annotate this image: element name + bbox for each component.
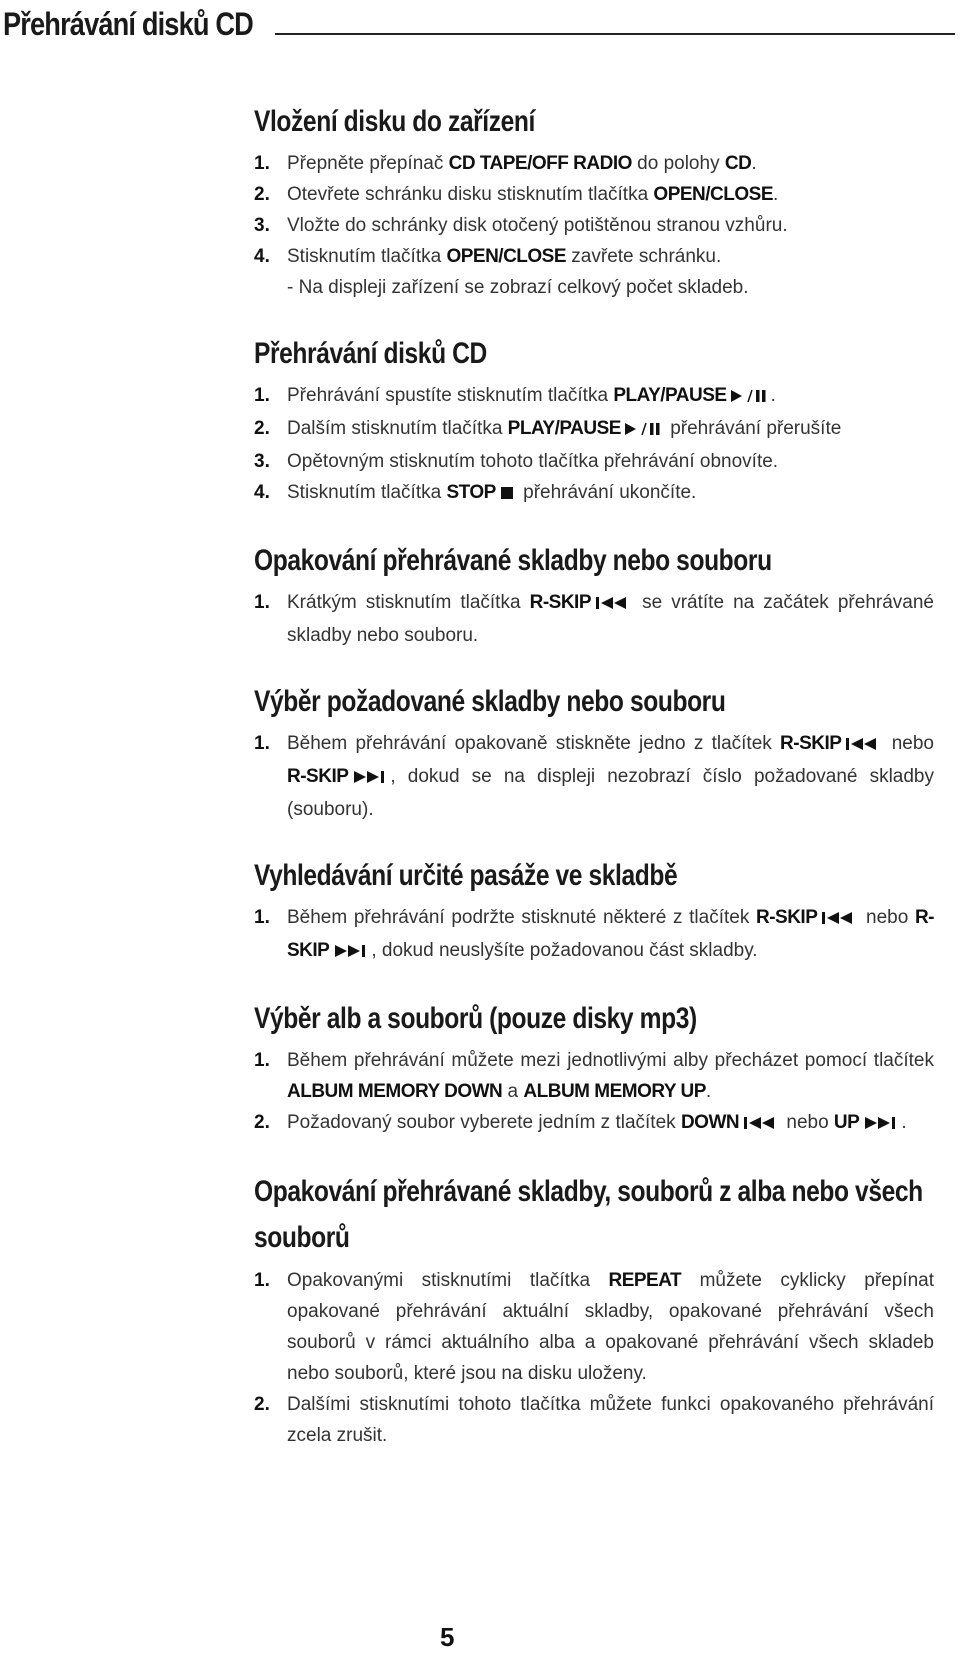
section-playback [254, 332, 934, 510]
step-text: nebo [883, 733, 934, 754]
step-text: Požadovaný soubor vyberete jedním z tlačítek [287, 1112, 681, 1133]
step-text: . [770, 385, 776, 406]
step-list [254, 1265, 934, 1451]
keyword: ALBUM MEMORY UP [523, 1081, 706, 1102]
page-number: 5 [440, 1622, 455, 1652]
section-title: Vložení disku do zařízení [254, 105, 535, 138]
play-pause-icon [731, 382, 767, 413]
section-search [254, 854, 934, 968]
section-title: Výběr požadované skladby nebo souboru [254, 685, 726, 718]
step-text: přehrávání ukončíte. [517, 482, 697, 503]
step-item [254, 241, 934, 272]
step-item [254, 728, 934, 825]
keyword: PLAY/PAUSE [507, 418, 621, 439]
keyword: R-SKIP [529, 592, 592, 613]
step-text: Opakovanými stisknutími tlačítka [287, 1270, 609, 1291]
step-number: 3. [254, 215, 270, 236]
step-text: Krátkým stisknutím tlačítka [287, 592, 530, 613]
keyword: OPEN/CLOSE [653, 184, 773, 205]
step-text: Vložte do schránky disk otočený potištěnou stranou vzhůru. [287, 215, 788, 236]
step-text: do polohy [631, 153, 725, 174]
step-number: 1. [254, 592, 270, 613]
step-list [254, 1045, 934, 1140]
step-item [254, 1389, 934, 1451]
step-item [254, 446, 934, 477]
keyword: R-SKIP [755, 907, 818, 928]
step-item [254, 902, 934, 968]
step-item [254, 477, 934, 510]
step-item [254, 1045, 934, 1107]
skip-next-icon [333, 937, 367, 968]
step-text: a [502, 1081, 524, 1102]
step-text: Dalším stisknutím tlačítka [287, 418, 508, 439]
step-text: Přehrávání spustíte stisknutím tlačítka [287, 385, 614, 406]
step-list [254, 587, 934, 651]
step-item [254, 148, 934, 179]
step-number: 1. [254, 385, 270, 406]
keyword: STOP [446, 482, 496, 503]
section-albums-mp3 [254, 997, 934, 1140]
step-item [254, 413, 934, 446]
step-text: . [751, 153, 757, 174]
section-title: Opakování přehrávané skladby nebo souboru [254, 544, 772, 577]
step-number: 1. [254, 1050, 270, 1071]
step-list [254, 148, 934, 272]
step-number: 1. [254, 153, 270, 174]
page-header [0, 0, 960, 60]
step-text: , dokud neuslyšíte požadovanou část skladby. [371, 940, 758, 961]
step-text: Během přehrávání podržte stisknuté některé z tlačítek [287, 907, 756, 928]
keyword: CD [724, 153, 752, 174]
skip-next-icon [352, 763, 386, 794]
keyword: CD TAPE/OFF RADIO [448, 153, 632, 174]
step-item [254, 179, 934, 210]
keyword: ALBUM MEMORY DOWN [287, 1081, 503, 1102]
step-text: Během přehrávání opakovaně stiskněte jedno z tlačítek [287, 733, 781, 754]
step-number: 2. [254, 1112, 270, 1133]
section-select-track [254, 680, 934, 825]
step-text: můžete cyklicky přepínat opakované přehrávání aktuální skladby, opakované přehrávání všech souborů v rámci aktuálního alba a opakované přehrávání všech skladeb nebo souborů, které jsou na disku uloženy. [287, 1270, 934, 1384]
stop-icon [500, 479, 514, 510]
step-number: 1. [254, 907, 270, 928]
step-list [254, 728, 934, 825]
page-title: Přehrávání disků CD [3, 6, 253, 42]
section-title: Opakování přehrávané skladby, souborů z alba nebo všech souborů [254, 1175, 923, 1254]
step-item [254, 1265, 934, 1389]
step-list [254, 380, 934, 510]
step-text: se vrátíte na začátek přehrávané skladby nebo souboru. [287, 592, 934, 646]
step-text: Stisknutím tlačítka [287, 246, 447, 267]
step-text: Otevřete schránku disku stisknutím tlačítka [287, 184, 654, 205]
step-text: Opětovným stisknutím tohoto tlačítka přehrávání obnovíte. [287, 451, 779, 472]
step-text: nebo [859, 907, 915, 928]
section-insert-disc [254, 100, 934, 303]
step-text: . [705, 1081, 712, 1102]
step-number: 1. [254, 733, 270, 754]
step-text: Dalšími stisknutími tohoto tlačítka můžete funkci opakovaného přehrávání zcela zrušit. [287, 1394, 934, 1446]
section-repeat-modes [254, 1169, 934, 1451]
step-text: . [901, 1112, 907, 1133]
keyword: PLAY/PAUSE [613, 385, 727, 406]
step-text: Přepněte přepínač [287, 153, 449, 174]
skip-previous-icon [821, 904, 855, 935]
section-repeat-track [254, 539, 934, 651]
step-text: přehrávání přerušíte [664, 418, 842, 439]
step-number: 4. [254, 482, 270, 503]
play-pause-icon [625, 415, 661, 446]
step-item [254, 587, 934, 651]
keyword: R-SKIP [287, 907, 935, 961]
skip-next-icon [863, 1109, 897, 1140]
keyword: DOWN [680, 1112, 740, 1133]
step-number: 2. [254, 1394, 270, 1415]
step-text: nebo [781, 1112, 834, 1133]
step-text: Stisknutím tlačítka [287, 482, 447, 503]
header-rule [275, 33, 955, 35]
step-number: 2. [254, 184, 270, 205]
step-number: 2. [254, 418, 270, 439]
step-number: 1. [254, 1270, 270, 1291]
step-text: zavřete schránku. [566, 246, 722, 267]
step-list [254, 902, 934, 968]
skip-previous-icon [595, 589, 629, 620]
step-note: - Na displeji zařízení se zobrazí celkový počet skladeb. [287, 277, 749, 298]
section-title: Výběr alb a souborů (pouze disky mp3) [254, 1002, 697, 1035]
section-title: Přehrávání disků CD [254, 337, 487, 370]
keyword: OPEN/CLOSE [446, 246, 567, 267]
skip-previous-icon [743, 1109, 777, 1140]
section-title: Vyhledávání určité pasáže ve skladbě [254, 859, 678, 892]
step-number: 3. [254, 451, 270, 472]
keyword: R-SKIP [287, 766, 349, 787]
step-text: , dokud se na displeji nezobrazí číslo požadované skladby (souboru). [287, 766, 934, 820]
step-number: 4. [254, 246, 270, 267]
step-item [254, 1107, 934, 1140]
step-text: . [773, 184, 779, 205]
step-text: Během přehrávání můžete mezi jednotlivými alby přecházet pomocí tlačítek [287, 1050, 934, 1071]
step-item [254, 210, 934, 241]
keyword: REPEAT [608, 1270, 682, 1291]
keyword: UP [833, 1112, 860, 1133]
manual-content [254, 100, 934, 1480]
step-item [254, 380, 934, 413]
skip-previous-icon [845, 730, 879, 761]
keyword: R-SKIP [780, 733, 842, 754]
